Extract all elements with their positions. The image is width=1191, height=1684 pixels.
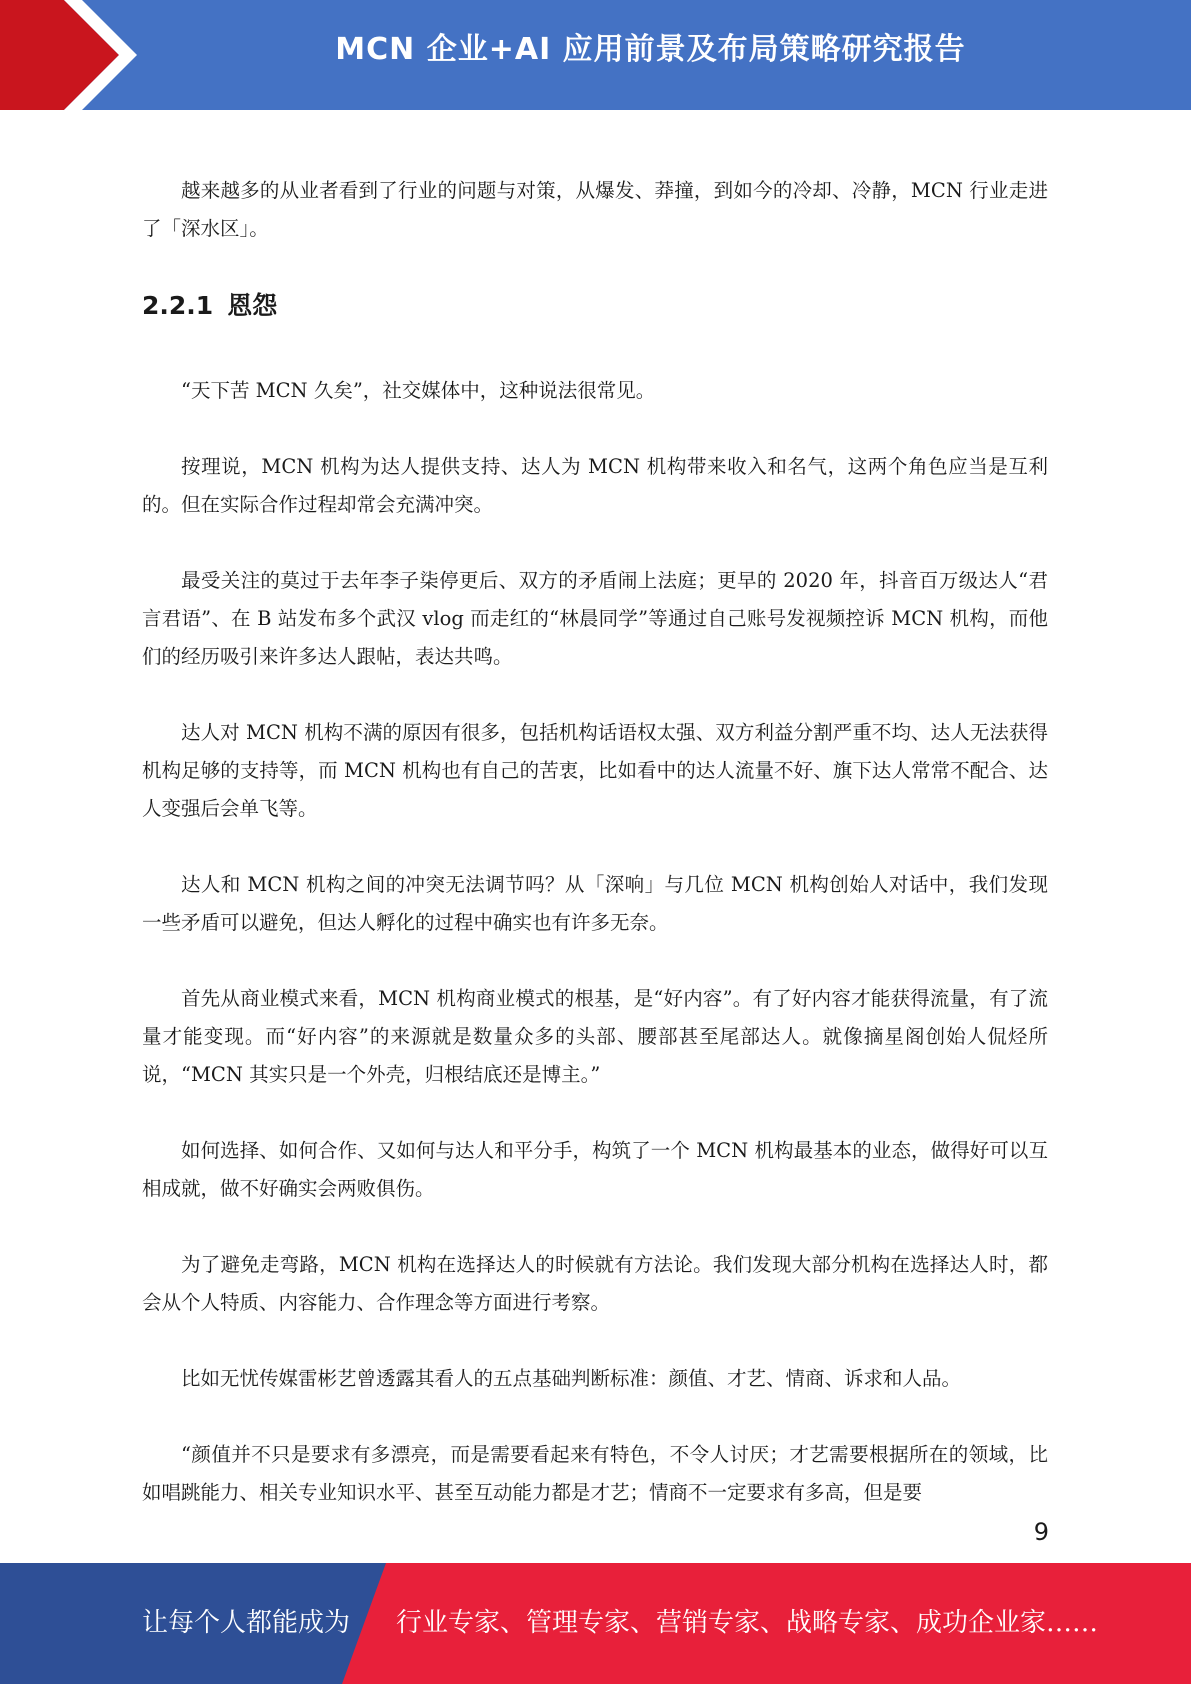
paragraph: “天下苦 MCN 久矣”，社交媒体中，这种说法很常见。 bbox=[181, 379, 656, 402]
section-title: 恩怨 bbox=[227, 291, 278, 320]
intro-paragraph: 越来越多的从业者看到了行业的问题与对策，从爆发、莽撞，到如今的冷却、冷静，MCN 行业走进了「深水区」。 bbox=[142, 179, 1048, 240]
paragraph: 如何选择、如何合作、又如何与达人和平分手，构筑了一个 MCN 机构最基本的业态，做得好可以互相成就，做不好确实会两败俱伤。 bbox=[142, 1139, 1048, 1200]
page-header bbox=[0, 0, 1191, 110]
paragraph: 达人对 MCN 机构不满的原因有很多，包括机构话语权太强、双方利益分割严重不均、达人无法获得机构足够的支持等，而 MCN 机构也有自己的苦衷，比如看中的达人流量不好、旗下达人常常不配合、达人变强后会单飞等。 bbox=[142, 721, 1048, 820]
footer-slogan-left: 让每个人都能成为 bbox=[142, 1608, 351, 1638]
document-body bbox=[142, 172, 1048, 1550]
footer-slogan-right: 行业专家、管理专家、营销专家、战略专家、成功企业家…… bbox=[396, 1608, 1099, 1638]
page-footer bbox=[0, 1563, 1191, 1684]
report-title: MCN 企业+AI 应用前景及布局策略研究报告 bbox=[335, 32, 966, 67]
section-number: 2.2.1 bbox=[142, 291, 214, 320]
paragraph: 按理说，MCN 机构为达人提供支持、达人为 MCN 机构带来收入和名气，这两个角色应当是互利的。但在实际合作过程却常会充满冲突。 bbox=[142, 455, 1048, 516]
paragraph: 最受关注的莫过于去年李子柒停更后、双方的矛盾闹上法庭；更早的 2020 年，抖音百万级达人“君言君语”、在 B 站发布多个武汉 vlog 而走红的“林晨同学”等通过自己账号发视频控诉 MCN 机构，而他们的经历吸引来许多达人跟帖，表达共鸣。 bbox=[142, 569, 1048, 668]
page-number: 9 bbox=[1033, 1518, 1049, 1546]
paragraph: “颜值并不只是要求有多漂亮，而是需要看起来有特色，不令人讨厌；才艺需要根据所在的领域，比如唱跳能力、相关专业知识水平、甚至互动能力都是才艺；情商不一定要求有多高，但是要 bbox=[142, 1443, 1048, 1504]
section-heading bbox=[142, 286, 1048, 326]
paragraph: 首先从商业模式来看，MCN 机构商业模式的根基，是“好内容”。有了好内容才能获得流量，有了流量才能变现。而“好内容”的来源就是数量众多的头部、腰部甚至尾部达人。就像摘星阁创始人侃烃所说，“MCN 其实只是一个外壳，归根结底还是博主。” bbox=[142, 987, 1048, 1086]
paragraph: 为了避免走弯路，MCN 机构在选择达人的时候就有方法论。我们发现大部分机构在选择达人时，都会从个人特质、内容能力、合作理念等方面进行考察。 bbox=[142, 1253, 1048, 1314]
header-arrow-icon bbox=[0, 0, 150, 110]
paragraph: 比如无忧传媒雷彬艺曾透露其看人的五点基础判断标准：颜值、才艺、情商、诉求和人品。 bbox=[181, 1367, 962, 1390]
paragraph: 达人和 MCN 机构之间的冲突无法调节吗？从「深响」与几位 MCN 机构创始人对话中，我们发现一些矛盾可以避免，但达人孵化的过程中确实也有许多无奈。 bbox=[142, 873, 1048, 934]
